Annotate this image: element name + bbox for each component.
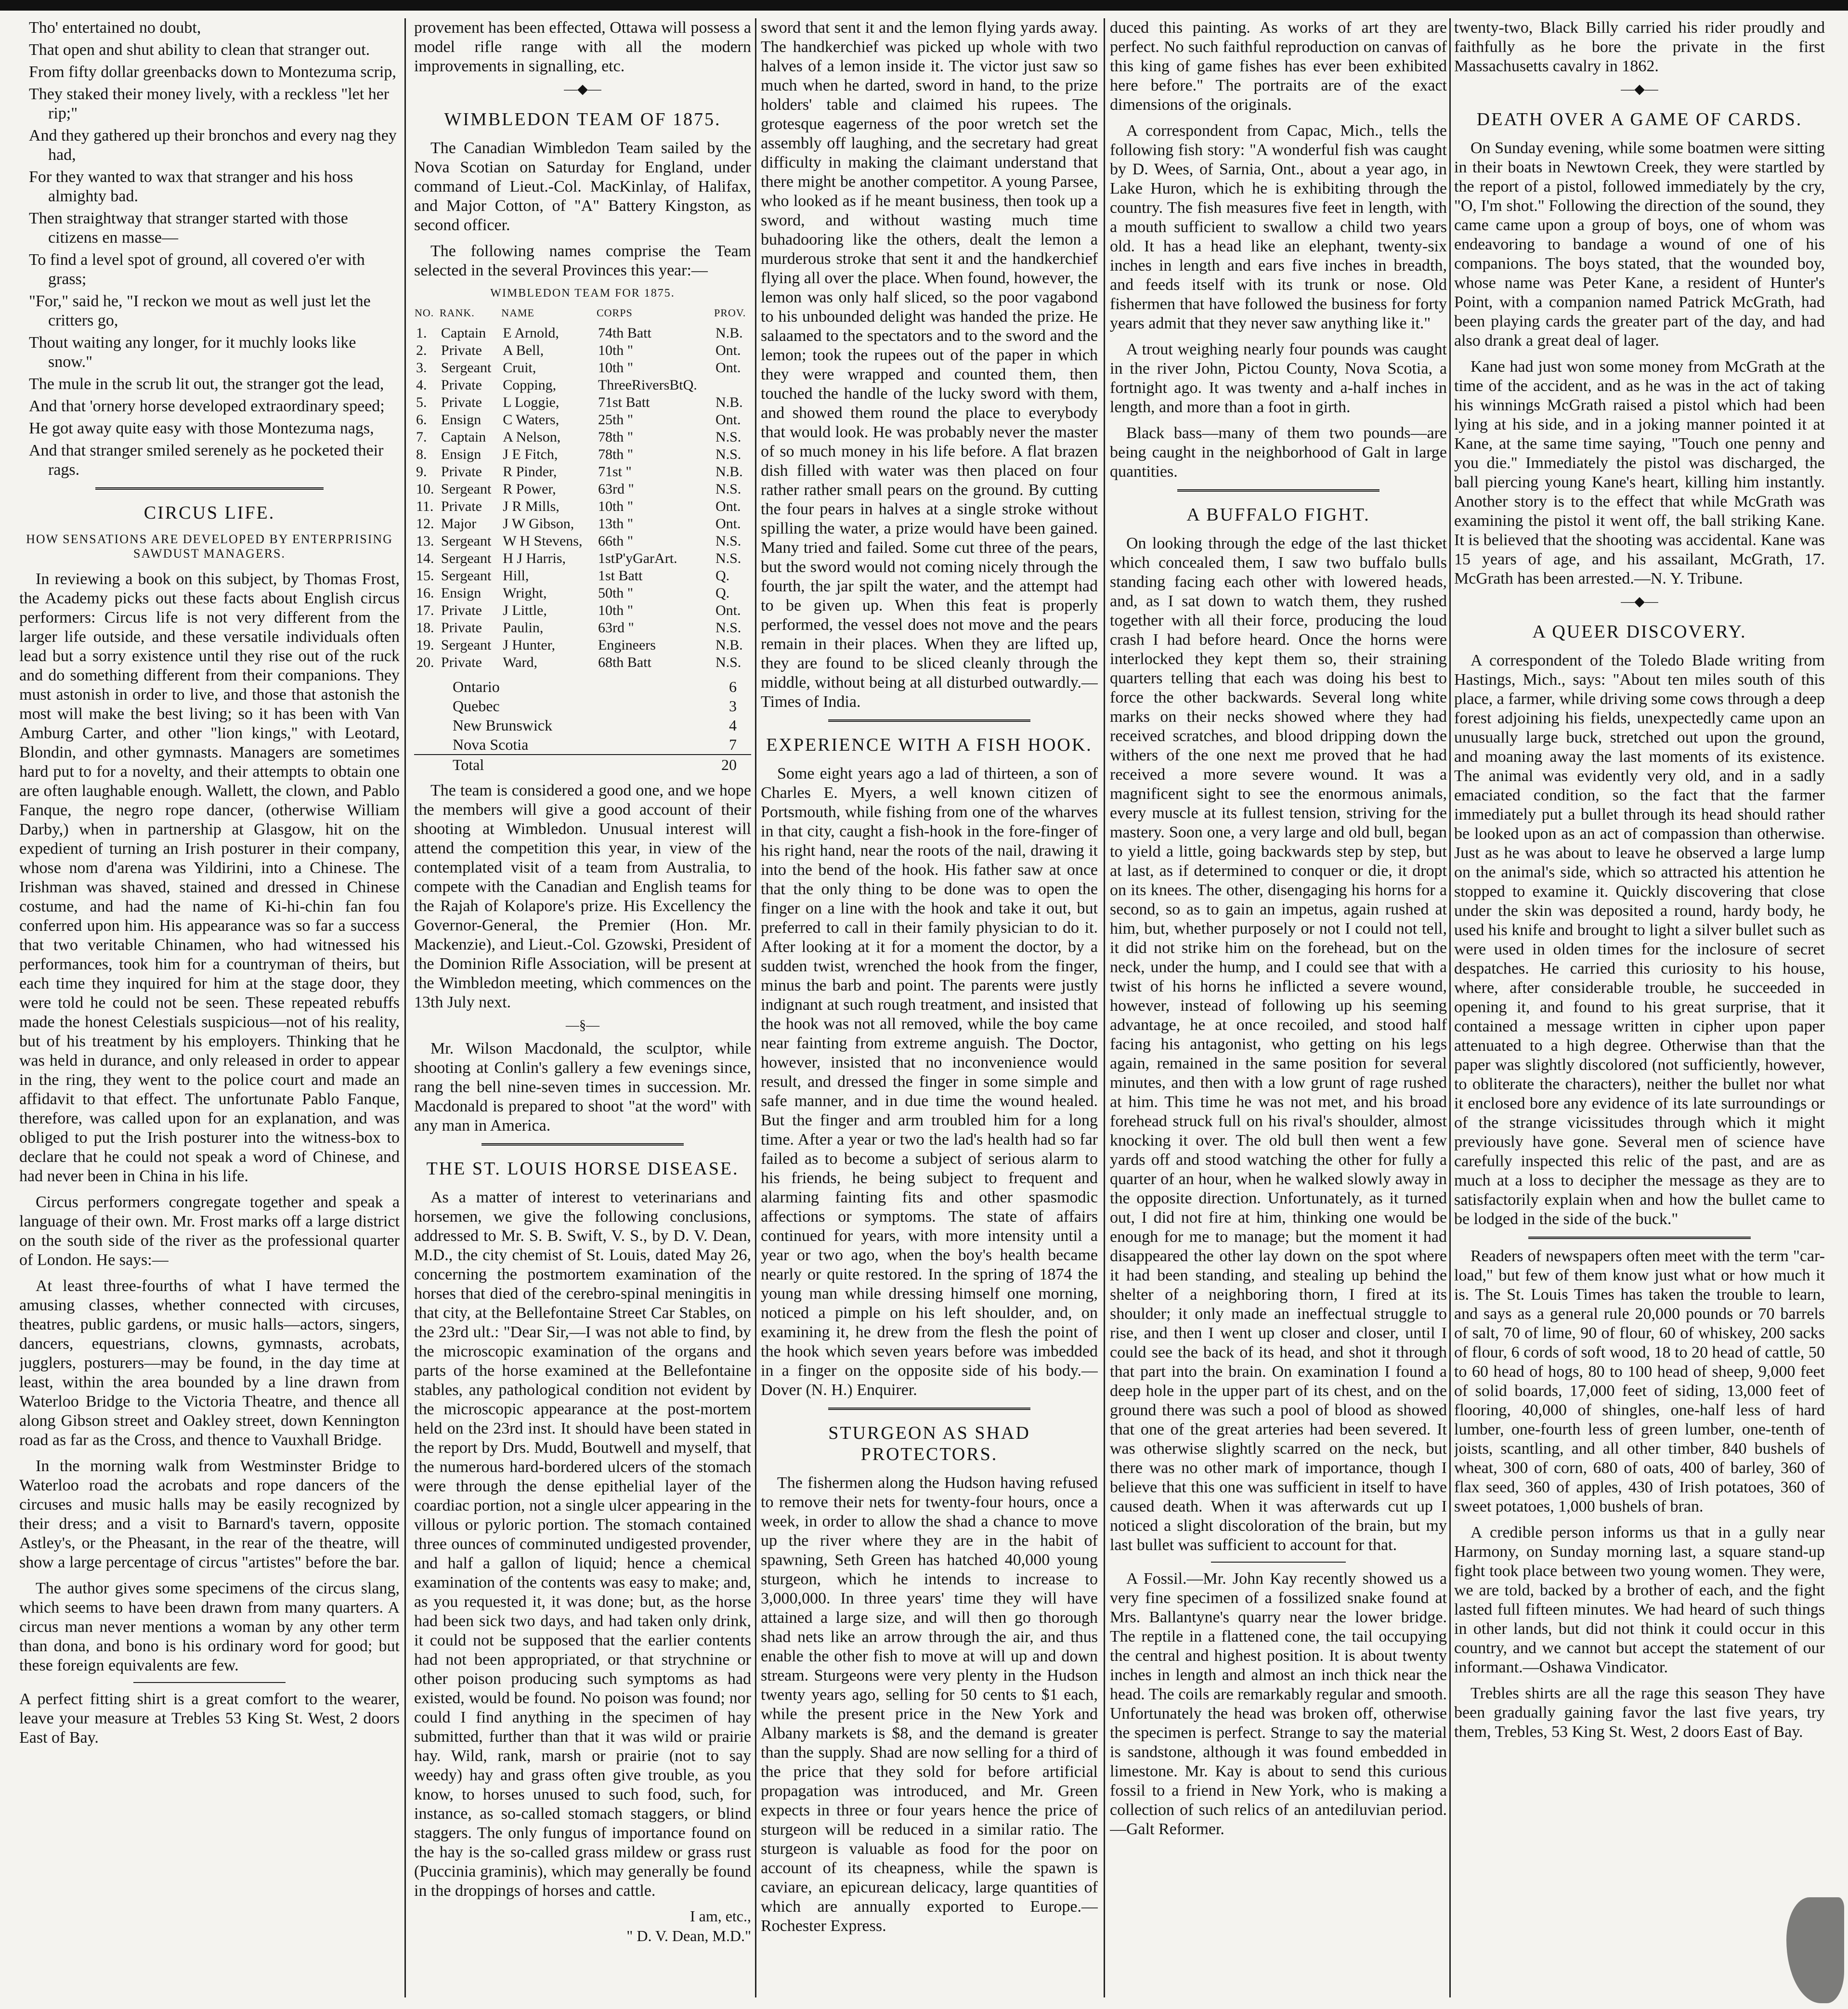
- summary-value: 3: [729, 697, 737, 715]
- poem-line: To find a level spot of ground, all covered o'er with grass;: [29, 251, 365, 288]
- table-cell: Major: [441, 516, 477, 532]
- table-cell: N.S.: [715, 533, 742, 549]
- fish-hook-paragraph: Some eight years ago a lad of thirteen, a son of Charles E. Myers, a well known citizen of Portsmouth, while fishing from one of the wharves in that city, caught a fish-hook in the fore-finger of his right hand, near the roots of the nail, drawing it into the bend of the hook. His father saw at once that the only thing to be done was to open the finger on a line with the hook and take it out, but preferred to call in their family physician to do it. After looking at it for a moment the doctor, by a sudden twist, wrenched the hook from the finger, minus the barb and point. The parents were justly indignant at such rough treatment, and insisted that the hook was not all removed, while the boy came near fainting from extreme anguish. The Doctor, however, insisted that no inconvenience would result, and dressed the finger in some simple and safe manner, and in due time the wound healed. But the finger and arm troubled him for a long time. After a year or two the lad's health had so far failed as to become a subject of serious alarm to his friends, he being subject to frequent and alarming fainting fits and other spasmodic affections or symptoms. The state of affairs continued for years, with more intensity until a year or two ago, when the boy's health became nearly or quite restored. In the spring of 1874 the young man while dressing himself one morning, noticed a pimple on his left shoulder, and, on examining it, he drew from the flesh the point of the hook which seven years before was imbedded in a finger on the opposite side of his body.—Dover (N. H.) Enquirer.: [761, 765, 1098, 1399]
- article-body-sturgeon: [761, 1474, 1098, 1936]
- table-cell: R Pinder,: [503, 464, 557, 480]
- trout-paragraph: A trout weighing nearly four pounds was caught in the river John, Pictou County, Nova Scotia, a fortnight ago. It was twenty and a-half inches in length, and more than a foot in girth.: [1110, 340, 1447, 416]
- sturgeon-paragraph: The fishermen along the Hudson having refused to remove their nets for twenty-four hours, once a week, in order to allow the shad a chance to move up the river where they are in the habit of spawning, Seth Green has hatched 40,000 young sturgeon, which he intends to increase to 3,000,000. In three years' time they will have attained a large size, and will then go thorough shad nets like an arrow through the air, and thus enable the other fish to move at will up and down stream. Sturgeons were very plenty in the Hudson twenty years ago, selling for 50 cents to $1 each, while the present price in the New York and Albany markets is $8, and the demand is greater than the supply. Shad are now selling for a third of the price that they sold for before artificial propagation was introduced, and Mr. Green expects in three or four years hence the price of sturgeon will be reduced in a similar ratio. The sturgeon is valuable as food for the poor on account of its cheapness, while the spawn is caviare, an epicurean delicacy, large quantities of which are annually exported to Europe.—Rochester Express.: [761, 1474, 1098, 1935]
- table-cell: Copping,: [503, 377, 557, 393]
- table-cell: 18.: [416, 620, 434, 636]
- cards-paragraph: On Sunday evening, while some boatmen were sitting in their boats in Newtown Creek, they were startled by the report of a pistol, followed immediately by the cry, "O, I'm shot." Following the direction of the sound, they came came upon a group of boys, one of whom was endeavoring to bandage a wound of one of his companions. The boys stated, that the wounded boy, whose name was Peter Kane, a resident of Hunter's Point, with a companion named Patrick McGrath, had been playing cards the greater part of the day, and had also drank a great deal of lager.: [1454, 139, 1825, 350]
- article-body-horse-disease: [414, 1188, 751, 1901]
- table-cell: Private: [441, 377, 482, 393]
- table-cell: N.S.: [715, 429, 742, 445]
- table-cell: Engineers: [598, 637, 656, 653]
- table-cell: ThreeRiversBtQ.: [598, 377, 697, 393]
- table-row: [414, 619, 751, 637]
- ornament-divider: —◆—: [1621, 82, 1658, 97]
- table-cell: N.S.: [715, 654, 742, 670]
- table-row: [414, 585, 751, 602]
- fossil-paragraph: A Fossil.—Mr. John Kay recently showed us a very fine specimen of a fossilized snake found at Mrs. Ballantyne's quarry near the lower bridge. The reptile in a flattened cone, the tail occupying the central and highest position. It is about twenty inches in length and almost an inch thick near the head. The coils are remarkably regular and smooth. Unfortunately the head was broken off, otherwise the specimen is perfect. Strange to say the material is sandstone, although it was found embedded in limestone. Mr. Kay is about to send this curious fossil to a friend in New York, who is making a collection of such relics of an antediluvian period.—Galt Reformer.: [1110, 1570, 1447, 1838]
- table-cell: Sergeant: [441, 360, 492, 376]
- section-divider: [482, 1143, 684, 1146]
- fight-paragraph: A credible person informs us that in a gully near Harmony, on Sunday morning last, a square stand-up fight took place between two young women. They were, we are told, backed by a brother of each, and the fight lasted full fifteen minutes. We had heard of such things in other lands, but did not think it could occur in this country, and we cannot but accept the statement of our informant.—Oshawa Vindicator.: [1454, 1524, 1825, 1676]
- article-title-cards: DEATH OVER A GAME OF CARDS.: [1476, 109, 1803, 130]
- table-cell: 7.: [416, 429, 427, 445]
- horse-disease-paragraph: As a matter of interest to veterinarians and horsemen, we give the following conclusions, addressed to Mr. S. B. Swift, V. S., by D. V. Dean, M.D., the city chemist of St. Louis, dated May 26, concerning the postmortem examination of the horses that died of the cerebro-spinal meningitis in that city, at the Bellefontaine Street Car Stables, on the 23rd ult.: "Dear Sir,—I was not able to find, by the microscopic examination of the organs and parts of the horse examined at the Bellefontaine stables, any pathological condition not evident by the microscopic appearance at the post-mortem held on the 23rd inst. It should have been stated in the report by Drs. Mudd, Boutwell and myself, that the numerous hard-bordered ulcers of the stomach were through the dense epithelial layer of the coardiac portion, not a single ulcer appearing in the villous or pyloric portion. The stomach contained three ounces of comminuted undigested provender, and half a gallon of liquid; hence a chemical examination of the contents was easy to make; and, as you requested it, it was done; but, as the horse had been sick two days, and had taken only drink, it could not be supposed that the earlier contents had not been appropriated, or that strychnine or other poison producing such symptoms as had existed, would be found. No poison was found; nor could I find anything in the specimen of hay submitted, further than that it was wild or prairie hay. Wild, rank, marsh or prairie (not to say weedy) hay and grass often give trouble, as you know, to horses unused to such food, such, for instance, as so-called stomach staggers, or blind staggers. The only fungus of importance found on the hay is the so-called grass mildew or grass rust (Puccinia graminis), which may generally be found in the droppings of horses and cattle.: [414, 1188, 751, 1900]
- table-cell: 10th ": [598, 342, 634, 358]
- table-cell: N.B.: [715, 394, 743, 410]
- table-cell: Captain: [441, 325, 486, 341]
- table-cell: Private: [441, 654, 482, 670]
- fish-story-paragraph: A correspondent from Capac, Mich., tells the following fish story: "A wonderful fish was caught by D. Wees, of Sarnia, Ont., about a year ago, in Lake Huron, which he is exhibiting through the country. The fish measures five feet in length, with a mouth sufficient to swallow a child two years old. It has a head like an elephant, twenty-six inches in length and ears five inches in breadth, and feeds itself with its trunk or nose. Old fishermen that have followed the business for forty years admit that they never saw anything like it.": [1110, 122, 1447, 332]
- circus-paragraph: The author gives some specimens of the circus slang, which seems to have been drawn from many quarters. A circus man never mentions a woman by any other term than dona, and bono is his ordinary word for good; but these foreign equivalents are few.: [19, 1579, 400, 1674]
- table-cell: Private: [441, 620, 482, 636]
- section-divider: [828, 1408, 1030, 1410]
- table-cell: Sergeant: [441, 637, 492, 653]
- table-row: [414, 411, 751, 429]
- table-cell: R Power,: [503, 481, 556, 497]
- team-table-header-cell: NAME: [501, 307, 534, 319]
- poem-line: And that stranger smiled serenely as he pocketed their rags.: [29, 442, 384, 479]
- table-cell: 71st ": [598, 464, 632, 480]
- poem-verse: [19, 18, 400, 480]
- poem-line: Then straightway that stranger started with those citizens en masse—: [29, 209, 348, 247]
- table-row: [414, 446, 751, 463]
- table-row: [414, 359, 751, 377]
- scan-top-edge: [0, 0, 1848, 11]
- table-cell: J W Gibson,: [503, 516, 574, 532]
- table-cell: 10.: [416, 481, 434, 497]
- table-cell: 50th ": [598, 585, 634, 601]
- summary-label: Nova Scotia: [453, 736, 529, 753]
- article-body-cards: [1454, 139, 1825, 588]
- table-cell: 78th ": [598, 446, 634, 462]
- table-cell: Sergeant: [441, 550, 492, 566]
- table-cell: H J Harris,: [503, 550, 566, 566]
- section-divider: [95, 487, 324, 490]
- table-cell: W H Stevens,: [503, 533, 583, 549]
- table-row: [414, 498, 751, 515]
- lemon-sword-text: sword that sent it and the lemon flying yards away. The handkerchief was picked up whole with two halves of a lemon inside it. The victor just saw so much when he darted, sword in hand, to the prize holders' table and claimed his rupees. The grotesque eagerness of the poor wretch set the assembly off laughing, and the secretary had great difficulty in making the claimant understand that there might be another competitor. A young Parsee, who looked as if he meant business, then took up a sword, and without wasting much time buhadooring like the others, dealt the lemon a murderous stroke that sent it and the handkerchief flying all over the place. When found, however, the lemon was only half sliced, so the poor vagabond to his unbounded delight was handed the prize. He salaamed to the spectators and to the sword and the lemon; took the rupees out of the paper in which they were wrapped and counted them, then touched the handle of the lucky sword with them, and showed them round the place to everybody that would look. He was probably never the master of so much money in his life before. A flat brazen dish filled with water was then placed on four rather rather small pears on the ground. By cutting the four pears in halves at a single stroke without spilling the water, a prize would have been gained. Many tried and failed. Some cut three of the pears, but the sword would not coming nicely through the fourth, the jar spilt the water, and the attempt had to be given up. When this feat is properly performed, the vessel does not move and the pears remain in their places. When they are lifted up, they are found to be sliced cleanly through the middle, without being at all disturbed outwardly.—Times of India.: [761, 19, 1098, 711]
- table-cell: 14.: [416, 550, 434, 566]
- table-cell: 20.: [416, 654, 434, 670]
- article-subtitle-circus: HOW SENSATIONS ARE DEVELOPED BY ENTERPRISING SAWDUST MANAGERS.: [26, 532, 393, 561]
- table-row: [414, 463, 751, 481]
- table-cell: 15.: [416, 568, 434, 584]
- trebles-advertisement: Trebles shirts are all the rage this season They have been gradually gaining favor the last five years, try them, Trebles, 53 King St. West, 2 doors East of Bay.: [1454, 1684, 1825, 1741]
- table-cell: 9.: [416, 464, 427, 480]
- section-divider: [1177, 489, 1379, 492]
- table-row: [414, 481, 751, 498]
- table-cell: N.B.: [715, 637, 743, 653]
- poem-line: Tho' entertained no doubt,: [29, 19, 201, 37]
- table-row: [414, 654, 751, 671]
- table-cell: 68th Batt: [598, 654, 651, 670]
- team-table-header-cell: RANK.: [439, 307, 475, 319]
- table-cell: Ensign: [441, 585, 482, 601]
- table-cell: A Nelson,: [503, 429, 561, 445]
- summary-row: [414, 677, 751, 696]
- carload-paragraph: Readers of newspapers often meet with the term "car-load," but few of them know just what or how much it is. The St. Louis Times has taken the trouble to learn, and says as a general rule 20,000 pounds or 70 barrels of salt, 70 of lime, 90 of flour, 60 of whiskey, 200 sacks of flour, 6 cords of soft wood, 18 to 20 head of cattle, 50 to 60 head of hogs, 80 to 100 head of sheep, 9,000 feet of solid boards, 17,000 feet of siding, 13,000 feet of flooring, 40,000 of shingles, one-half less of hard lumber, one-fourth less of green lumber, one-tenth of joists, scantling, and all other timber, 840 bushels of wheat, 300 of corn, 680 of oats, 400 of barley, 360 of flax seed, 360 of apples, 430 of Irish potatoes, 360 of sweet potatoes, 1,000 bushels of bran.: [1454, 1247, 1825, 1515]
- wimbledon-paragraph: The Canadian Wimbledon Team sailed by the Nova Scotian on Saturday for England, under command of Lieut.-Col. MacKinlay, of Halifax, and Major Cotton, of "A" Battery Kingston, as second officer.: [414, 139, 751, 234]
- table-cell: Private: [441, 464, 482, 480]
- summary-row: [414, 735, 751, 754]
- province-summary: [414, 677, 751, 774]
- table-cell: 17.: [416, 602, 434, 618]
- rifle-range-text: provement has been effected, Ottawa will possess a model rifle range with all the modern improvements in signalling, etc.: [414, 19, 751, 75]
- table-cell: Private: [441, 602, 482, 618]
- table-cell: Private: [441, 498, 482, 514]
- cavalry-horse-text: twenty-two, Black Billy carried his rider proudly and faithfully as he bore the private in the first Massachusetts cavalry in 1862.: [1454, 19, 1825, 75]
- poem-line: Thout waiting any longer, for it muchly looks like snow.": [29, 334, 356, 371]
- table-row: [414, 567, 751, 585]
- table-cell: Q.: [715, 568, 730, 584]
- table-row: [414, 550, 751, 567]
- ink-blot-stain: [1786, 1897, 1844, 2003]
- table-cell: [714, 377, 751, 394]
- circus-paragraph: In the morning walk from Westminster Bridge to Waterloo road the acrobats and rope dancers of the circuses and music halls may be easily recognized by their dress; and a visit to Barnard's tavern, opposite Astley's, or the Pheasant, in the rear of the theatre, will show a large percentage of circus "artistes" before the bar.: [19, 1457, 400, 1571]
- table-cell: N.S.: [715, 550, 742, 566]
- column-rule: [404, 18, 406, 1997]
- table-cell: 66th ": [598, 533, 634, 549]
- buffalo-paragraph: On looking through the edge of the last thicket which concealed them, I saw two buffalo bulls standing facing each other with lowered heads, and, as I sat down to watch them, they rushed together with all their force, producing the loud crash I had before heard. Once the horns were interlocked they kept them so, their straining quarters telling that each was doing his best to force the other backwards. Several long white marks on their necks showed where they had received scratches, and blood dripping down the withers of the one next me proved that he had received a more severe wound. It was a magnificent sight to see the enormous animals, every muscle at its fullest tension, striving for the mastery. Soon one, a very large and old bull, began to yield a little, going backwards step by step, but at last, as if determined to conquer or die, it dropt on its knees. The other, disengaging his horns for a second, so as to gain an impetus, again rushed at him, but, whether purposely or not I could not tell, it did not strike him on the forehead, but on the neck, under the hump, and I could see that with a twist of his horns he inflicted a severe wound, however, instead of following up his seeming advantage, he at once recoiled, and stood half facing his antagonist, who getting on his legs again, remained in the same position for several minutes, and then with a low grunt of rage rushed at him. This time he was not met, and his broad forehead struck full on his rival's shoulder, almost knocking it over. The old bull then went a few yards off and stood watching the other for fully a quarter of an hour, when he walked slowly away in the opposite direction. Unfortunately, as it turned out, I did not fire at him, thinking one would be enough for me to manage; but the moment it had disappeared the other lay down on the spot where it had been standing, and stealing up behind the shelter of a neighboring thorn, I fired at its shoulder; it only made an ineffectual struggle to rise, and then I went up closer and closer, until I could see the back of its head, and shot it through that part into the brain. On examination I found a deep hole in the upper part of its chest, and on the ground there was such a pool of blood as showed that one of the great arteries had been severed. It was otherwise slightly scarred on the neck, but there was no other mark of importance, though I believe that this one was sufficient in itself to have caused death. When it was afterwards cut up I noticed a slight discoloration of the brain, but my last bullet was sufficient to account for that.: [1110, 535, 1447, 1554]
- table-cell: A Bell,: [503, 342, 544, 358]
- summary-row: [414, 754, 751, 774]
- poem-line: For they wanted to wax that stranger and his hoss almighty bad.: [29, 168, 353, 205]
- team-table-header-cell: CORPS: [596, 307, 633, 319]
- table-cell: 1st Batt: [598, 568, 643, 584]
- team-table-header: [414, 304, 751, 325]
- letter-closing: I am, etc.,: [690, 1907, 751, 1925]
- table-cell: 5.: [416, 394, 427, 410]
- table-cell: 25th ": [598, 412, 634, 428]
- summary-row: [414, 716, 751, 735]
- column-rule: [1449, 18, 1451, 1997]
- column-rule: [755, 18, 756, 1997]
- queer-discovery-paragraph: A correspondent of the Toledo Blade writing from Hastings, Mich., says: "About ten miles south of this place, a farmer, while driving some cows through a deep forest adjoining his fields, unexpectedly came upon an unusually large buck, stretched out upon the ground, and moaning away the last moments of its existence. The animal was evidently very old, and in a sadly emaciated condition, so the fact that the farmer immediately put a bullet through its head should rather be looked upon as an act of compassion than otherwise. Just as he was about to leave he observed a large lump on the animal's side, which so attracted his attention he stopped to examine it. Quickly discovering that close under the skin was deposited a round, hardy body, he used his knife and brought to light a silver bullet such as were used in olden times for the inclosure of secret despatches. He carried this curiosity to his house, where, after considerable trouble, he succeeded in opening it, and found to his great surprise, that it contained a message written in cipher upon paper attenuated to a high degree. Otherwise than that the paper was slightly discolored (not sufficiently, however, to obliterate the characters), neither the bullet nor what it enclosed bore any evidence of its late surroundings or of the strange vicissitudes through which it might previously have gone. Several men of science have carefully inspected this relic of the past, and are as much at a loss to decipher the message as they are to satisfactorily explain when and how the bullet came to be lodged in the side of the buck.": [1454, 652, 1825, 1228]
- column-5: [1454, 18, 1825, 1748]
- table-cell: Ont.: [715, 498, 741, 514]
- poem-line: From fifty dollar greenbacks down to Montezuma scrip,: [29, 63, 396, 81]
- table-row: [414, 429, 751, 446]
- article-title-horse-disease: THE ST. LOUIS HORSE DISEASE.: [426, 1159, 739, 1179]
- article-body-queer-discovery: [1454, 651, 1825, 1229]
- table-cell: 19.: [416, 637, 434, 653]
- poem-line: They staked their money lively, with a reckless "let her rip;": [29, 85, 390, 122]
- summary-value: 6: [729, 678, 737, 695]
- table-cell: 71st Batt: [598, 394, 650, 410]
- poem-line: And that 'ornery horse developed extraordinary speed;: [29, 397, 385, 415]
- article-title-circus: CIRCUS LIFE.: [143, 503, 275, 523]
- table-cell: Ont.: [715, 360, 741, 376]
- table-cell: E Arnold,: [503, 325, 559, 341]
- ornament-divider: —◆—: [1621, 594, 1658, 609]
- table-cell: N.B.: [715, 325, 743, 341]
- poem-line: That open and shut ability to clean that stranger out.: [29, 41, 370, 59]
- poem-line: He got away quite easy with those Montezuma nags,: [29, 419, 374, 437]
- table-cell: Ont.: [715, 412, 741, 428]
- table-cell: 12.: [416, 516, 434, 532]
- summary-row: [414, 696, 751, 716]
- table-row: [414, 602, 751, 619]
- table-cell: 13.: [416, 533, 434, 549]
- section-divider: [1528, 1237, 1751, 1239]
- table-cell: 16.: [416, 585, 434, 601]
- table-cell: Ensign: [441, 412, 482, 428]
- table-cell: 74th Batt: [598, 325, 651, 341]
- table-cell: 3.: [416, 360, 427, 376]
- summary-label: Quebec: [453, 697, 500, 715]
- article-title-queer-discovery: A QUEER DISCOVERY.: [1532, 622, 1747, 642]
- cards-paragraph: Kane had just won some money from McGrath at the time of the accident, and as he was in the act of taking his winnings McGrath raised a pistol which had been lying at his side, and in a joking manner pointed it at Kane, at the same time saying, "Touch one penny and you die." Immediately the pistol was discharged, the ball piercing young Kane's heart, killing him instantly. Another story is to the effect that while McGrath was examining the pistol it went off, the ball striking Kane. It is believed that the shooting was accidental. Kane was 15 years of age, and his assailant, McGrath, 17. McGrath has been arrested.—N. Y. Tribune.: [1454, 358, 1825, 587]
- section-divider: [1211, 1562, 1346, 1563]
- article-body-circus: [19, 570, 400, 1675]
- article-body-buffalo: [1110, 534, 1447, 1555]
- table-cell: 2.: [416, 342, 427, 358]
- table-cell: 10th ": [598, 602, 634, 618]
- team-table-header-cell: NO.: [415, 307, 434, 319]
- table-cell: 63rd ": [598, 481, 634, 497]
- wimbledon-paragraph: The team is considered a good one, and we hope the members will give a good account of their shooting at Wimbledon. Unusual interest will attend the competition this year, in view of the contemplated visit of a team from Australia, to compete with the Canadian and English teams for the Rajah of Kolapore's prize. His Excellency the Governor-General, the Premier (Hon. Mr. Mackenzie), and Lieut.-Col. Gzowski, President of the Dominion Rifle Association, will be present at the Wimbledon meeting, which commences on the 13th July next.: [414, 782, 751, 1011]
- table-cell: Paulin,: [503, 620, 544, 636]
- poem-line: "For," said he, "I reckon we mout as well just let the critters go,: [29, 292, 371, 329]
- table-row: [414, 325, 751, 342]
- paintings-text: duced this painting. As works of art they are perfect. No such faithful reproduction on canvas of this king of game fishes has ever been exhibited here before." The portraits are of the exact dimensions of the originals.: [1110, 19, 1447, 114]
- article-title-sturgeon: STURGEON AS SHAD PROTECTORS.: [828, 1423, 1030, 1464]
- circus-paragraph: Circus performers congregate together and speak a language of their own. Mr. Frost marks off a large district on the south side of the river as the professional quarter of London. He says:—: [19, 1193, 400, 1269]
- letter-signature: " D. V. Dean, M.D.": [626, 1927, 751, 1944]
- table-cell: Private: [441, 342, 482, 358]
- table-cell: N.S.: [715, 481, 742, 497]
- circus-paragraph: At least three-fourths of what I have termed the amusing classes, whether connected with circuses, theatres, public gardens, or music halls—actors, singers, dancers, equestrians, clowns, gymnasts, acrobats, jugglers, posturers—may be found, in the day time at least, within the area bounded by a line drawn from Waterloo Bridge to the Victoria Theatre, and thence all along Gibson street and Oakley street, down Kennington road as far as the Cross, and thence to Vauxhall Bridge.: [19, 1277, 400, 1449]
- summary-label: Ontario: [453, 678, 500, 695]
- summary-label: Total: [453, 756, 484, 773]
- table-row: [414, 342, 751, 359]
- table-cell: Sergeant: [441, 481, 492, 497]
- table-cell: 6.: [416, 412, 427, 428]
- table-cell: 13th ": [598, 516, 634, 532]
- table-cell: J Little,: [503, 602, 547, 618]
- article-title-buffalo: A BUFFALO FIGHT.: [1186, 505, 1370, 525]
- article-title-fish-hook: EXPERIENCE WITH A FISH HOOK.: [766, 735, 1093, 755]
- table-cell: L Loggie,: [503, 394, 560, 410]
- table-cell: Sergeant: [441, 568, 492, 584]
- table-cell: N.S.: [715, 620, 742, 636]
- table-cell: J R Mills,: [503, 498, 560, 514]
- table-cell: 8.: [416, 446, 427, 462]
- table-cell: J E Fitch,: [503, 446, 558, 462]
- section-divider: [828, 719, 1030, 722]
- column-1: [19, 18, 400, 1754]
- table-cell: 63rd ": [598, 620, 634, 636]
- ornament-divider: —§—: [566, 1018, 599, 1033]
- table-cell: Captain: [441, 429, 486, 445]
- table-cell: Q.: [715, 585, 730, 601]
- table-cell: 11.: [416, 498, 434, 514]
- table-row: [414, 377, 751, 394]
- table-cell: 10th ": [598, 360, 634, 376]
- poem-line: And they gathered up their bronchos and every nag they had,: [29, 127, 397, 164]
- summary-value: 4: [729, 717, 737, 734]
- table-row: [414, 394, 751, 411]
- table-cell: Ward,: [503, 654, 537, 670]
- column-rule: [1104, 18, 1105, 1997]
- team-table-header-cell: PROV.: [714, 307, 746, 319]
- column-4: [1110, 18, 1447, 1846]
- column-3: [761, 18, 1098, 1943]
- table-cell: N.B.: [715, 464, 743, 480]
- summary-value: 20: [721, 756, 737, 773]
- table-row: [414, 515, 751, 533]
- table-cell: Ensign: [441, 446, 482, 462]
- ornament-divider: —◆—: [564, 82, 601, 97]
- circus-paragraph: In reviewing a book on this subject, by Thomas Frost, the Academy picks out these facts about English circus performers: Circus life is not very different from the larger life outside, and these versatile individuals often lead but a sorry existence until they rise out of the ruck and do something different from their companions. They must astonish in order to live, and those that astonish the most will make the best living; so it has been with Van Amburg Carter, and other "lion kings," with Leotard, Blondin, and other gymnasts. Managers are sometimes hard put to for a novelty, and their attempts to obtain one are often laughable enough. Wallett, the clown, and Pablo Fanque, the negro rope dancer, (otherwise William Darby,) when in partnership at Glasgow, hit on the expedient of turning an Irish posturer in their company, whose nom d'arena was Yildirini, into a Chinese. The Irishman was shaved, stained and dressed in Chinese costume, and had the name of Ki-hi-chin fan fou conferred upon him. His appearance was so far a success that two veritable Chinamen, who had witnessed his performances, took him for a countryman of theirs, but each time they inquired for him at the stage door, they were told he could not be seen. These repeated rebuffs made the honest Celestials suspicious—not of his reality, but of his treatment by his employers. Thinking that he was held in durance, and only released in order to appear in the ring, they went to the police court and made an affidavit to that effect. The unfortunate Pablo Fanque, therefore, was called upon for an explanation, and was obliged to put the Irish posturer into the witness-box to declare that he could not speak a word of Chinese, and had never been in China in his life.: [19, 570, 400, 1185]
- table-cell: 10th ": [598, 498, 634, 514]
- table-cell: 1.: [416, 325, 427, 341]
- wimbledon-paragraph: The following names comprise the Team selected in the several Provinces this year:—: [414, 242, 751, 279]
- table-row: [414, 533, 751, 550]
- table-cell: Sergeant: [441, 533, 492, 549]
- table-cell: Private: [441, 394, 482, 410]
- column-2: [414, 18, 751, 1947]
- article-title-wimbledon: WIMBLEDON TEAM OF 1875.: [444, 109, 721, 130]
- table-cell: 78th ": [598, 429, 634, 445]
- summary-label: New Brunswick: [453, 717, 553, 734]
- table-cell: N.S.: [715, 446, 742, 462]
- section-divider: [133, 1682, 286, 1683]
- macdonald-paragraph: Mr. Wilson Macdonald, the sculptor, while shooting at Conlin's gallery a few evenings since, rang the bell nine-seven times in succession. Mr. Macdonald is prepared to shoot "at the word" with any man in America.: [414, 1040, 751, 1135]
- article-body-fish-hook: [761, 764, 1098, 1400]
- summary-value: 7: [729, 736, 737, 753]
- table-cell: Ont.: [715, 602, 741, 618]
- team-table: [414, 304, 751, 671]
- team-table-body: [414, 325, 751, 671]
- table-row: [414, 637, 751, 654]
- table-cell: Hill,: [503, 568, 529, 584]
- black-bass-paragraph: Black bass—many of them two pounds—are being caught in the neighborhood of Galt in large quantities.: [1110, 424, 1447, 481]
- table-cell: J Hunter,: [503, 637, 555, 653]
- table-cell: Ont.: [715, 342, 741, 358]
- team-table-title: WIMBLEDON TEAM FOR 1875.: [490, 287, 675, 300]
- advertisement-shirt: A perfect fitting shirt is a great comfort to the wearer, leave your measure at Trebles 53 King St. West, 2 doors East of Bay.: [19, 1690, 400, 1747]
- table-cell: 4.: [416, 377, 427, 393]
- table-cell: C Waters,: [503, 412, 560, 428]
- poem-line: The mule in the scrub lit out, the stranger got the lead,: [29, 375, 384, 393]
- table-cell: 1stP'yGarArt.: [598, 550, 677, 566]
- table-cell: Cruit,: [503, 360, 536, 376]
- table-cell: Wright,: [503, 585, 547, 601]
- table-cell: Ont.: [715, 516, 741, 532]
